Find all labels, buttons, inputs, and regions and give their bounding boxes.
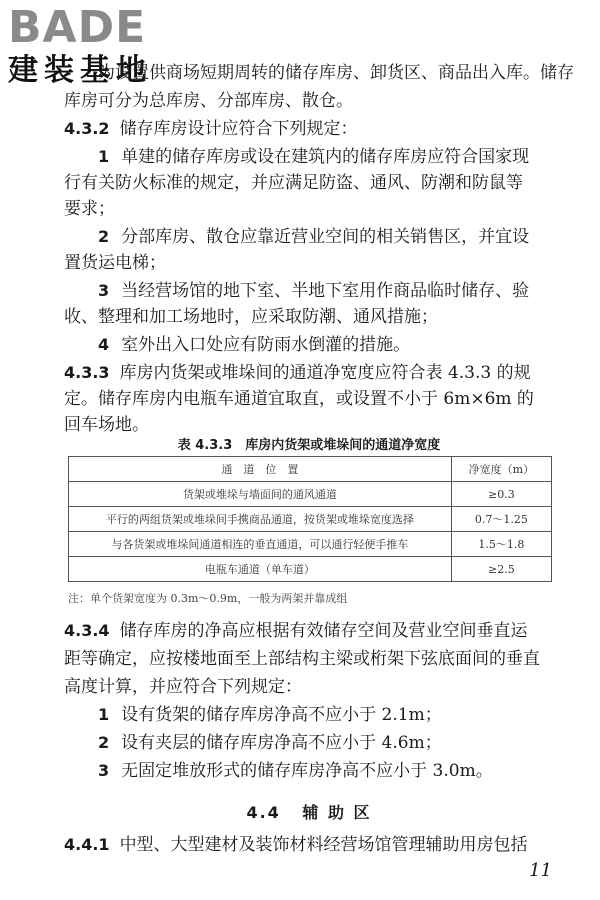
- table-row: [69, 532, 552, 557]
- item-number: 3: [98, 761, 110, 780]
- clause-number: 4.4.1: [64, 835, 110, 854]
- list-item: [64, 760, 554, 782]
- cell-position: 货架或堆垛与墙面间的通风通道: [69, 482, 452, 507]
- text-line: 行有关防火标准的规定，并应满足防盗、通风、防潮和防鼠等: [64, 173, 523, 193]
- table-header-row: [69, 457, 552, 482]
- cell-width: 1.5～1.8: [451, 532, 551, 557]
- clause-text: 储存库房设计应符合下列规定：: [119, 119, 358, 139]
- text-line: 置货运电梯；: [64, 253, 166, 273]
- item-text: 单建的储存库房或设在建筑内的储存库房应符合国家现: [121, 147, 530, 167]
- table-title: 表 4.3.3 库房内货架或堆垛间的通道净宽度: [177, 438, 441, 453]
- item-number: 2: [98, 733, 110, 752]
- clause-number: 4.3.4: [64, 621, 110, 640]
- table-row: [69, 482, 552, 507]
- clause-text: 储存库房的净高应根据有效储存空间及营业空间垂直运: [119, 621, 528, 641]
- list-item: [64, 334, 554, 356]
- text-line: 库房可分为总库房、分部库房、散仓。: [64, 91, 353, 111]
- item-number: 1: [98, 147, 110, 166]
- page-number: 11: [529, 860, 552, 881]
- item-text: 无固定堆放形式的储存库房净高不应小于 3.0m。: [121, 761, 493, 781]
- text-line: 要求；: [64, 199, 115, 219]
- cell-position: 平行的两组货架或堆垛间手携商品通道，按货架或堆垛宽度选择: [69, 507, 452, 532]
- cell-width: ≥0.3: [451, 482, 551, 507]
- item-text: 室外出入口处应有防雨水倒灌的措施。: [121, 335, 411, 355]
- clause-4-3-3: [64, 362, 554, 384]
- aisle-width-table: [68, 456, 552, 582]
- cell-width: 0.7～1.25: [451, 507, 551, 532]
- column-header-width: 净宽度（m）: [451, 457, 551, 482]
- cell-position: 电瓶车通道（单车道）: [69, 557, 452, 582]
- text-line: 定。储存库房内电瓶车通道宜取直，或设置不小于 6m×6m 的: [64, 389, 534, 409]
- section-heading-4-4: [64, 800, 554, 823]
- text-line: 回车场地。: [64, 415, 149, 435]
- section-number: 4.4: [246, 803, 281, 822]
- item-number: 1: [98, 705, 110, 724]
- text-line: 高度计算，并应符合下列规定：: [64, 677, 302, 697]
- item-number: 3: [98, 281, 110, 300]
- column-header-position: 通 道 位 置: [69, 457, 452, 482]
- list-item: [64, 226, 554, 248]
- clause-number: 4.3.2: [64, 119, 110, 138]
- list-item: [64, 280, 554, 302]
- cell-position: 与各货架或堆垛间通道相连的垂直通道，可以通行轻便手推车: [69, 532, 452, 557]
- item-number: 2: [98, 227, 110, 246]
- list-item: [64, 146, 554, 168]
- item-text: 设有货架的储存库房净高不应小于 2.1m；: [121, 705, 442, 725]
- table-note: 注：单个货架宽度为 0.3m～0.9m，一般为两架并靠成组: [68, 592, 348, 605]
- clause-number: 4.3.3: [64, 363, 110, 382]
- item-text: 当经营场馆的地下室、半地下室用作商品临时储存、验: [121, 281, 530, 301]
- logo-chinese: 建装基地: [8, 53, 152, 88]
- table-row: [69, 507, 552, 532]
- logo-wordmark: BADE: [8, 2, 147, 53]
- clause-4-3-4: [64, 620, 554, 642]
- text-line: 距等确定，应按楼地面至上部结构主梁或桁架下弦底面间的垂直: [64, 649, 540, 669]
- cell-width: ≥2.5: [451, 557, 551, 582]
- section-title: 辅 助 区: [302, 803, 372, 822]
- item-text: 设有夹层的储存库房净高不应小于 4.6m；: [121, 733, 442, 753]
- clause-text: 中型、大型建材及装饰材料经营场馆管理辅助用房包括: [119, 835, 528, 855]
- clause-4-3-2: [64, 118, 554, 140]
- item-number: 4: [98, 335, 110, 354]
- list-item: [64, 704, 554, 726]
- clause-text: 库房内货架或堆垛间的通道净宽度应符合表 4.3.3 的规: [119, 363, 531, 383]
- table-row: [69, 557, 552, 582]
- item-text: 分部库房、散仓应靠近营业空间的相关销售区，并宜设: [121, 227, 530, 247]
- text-line: 为设置供商场短期周转的储存库房、卸货区、商品出入库。储存: [98, 63, 574, 83]
- clause-4-4-1: [64, 834, 554, 856]
- list-item: [64, 732, 554, 754]
- text-line: 收、整理和加工场地时，应采取防潮、通风措施；: [64, 307, 438, 327]
